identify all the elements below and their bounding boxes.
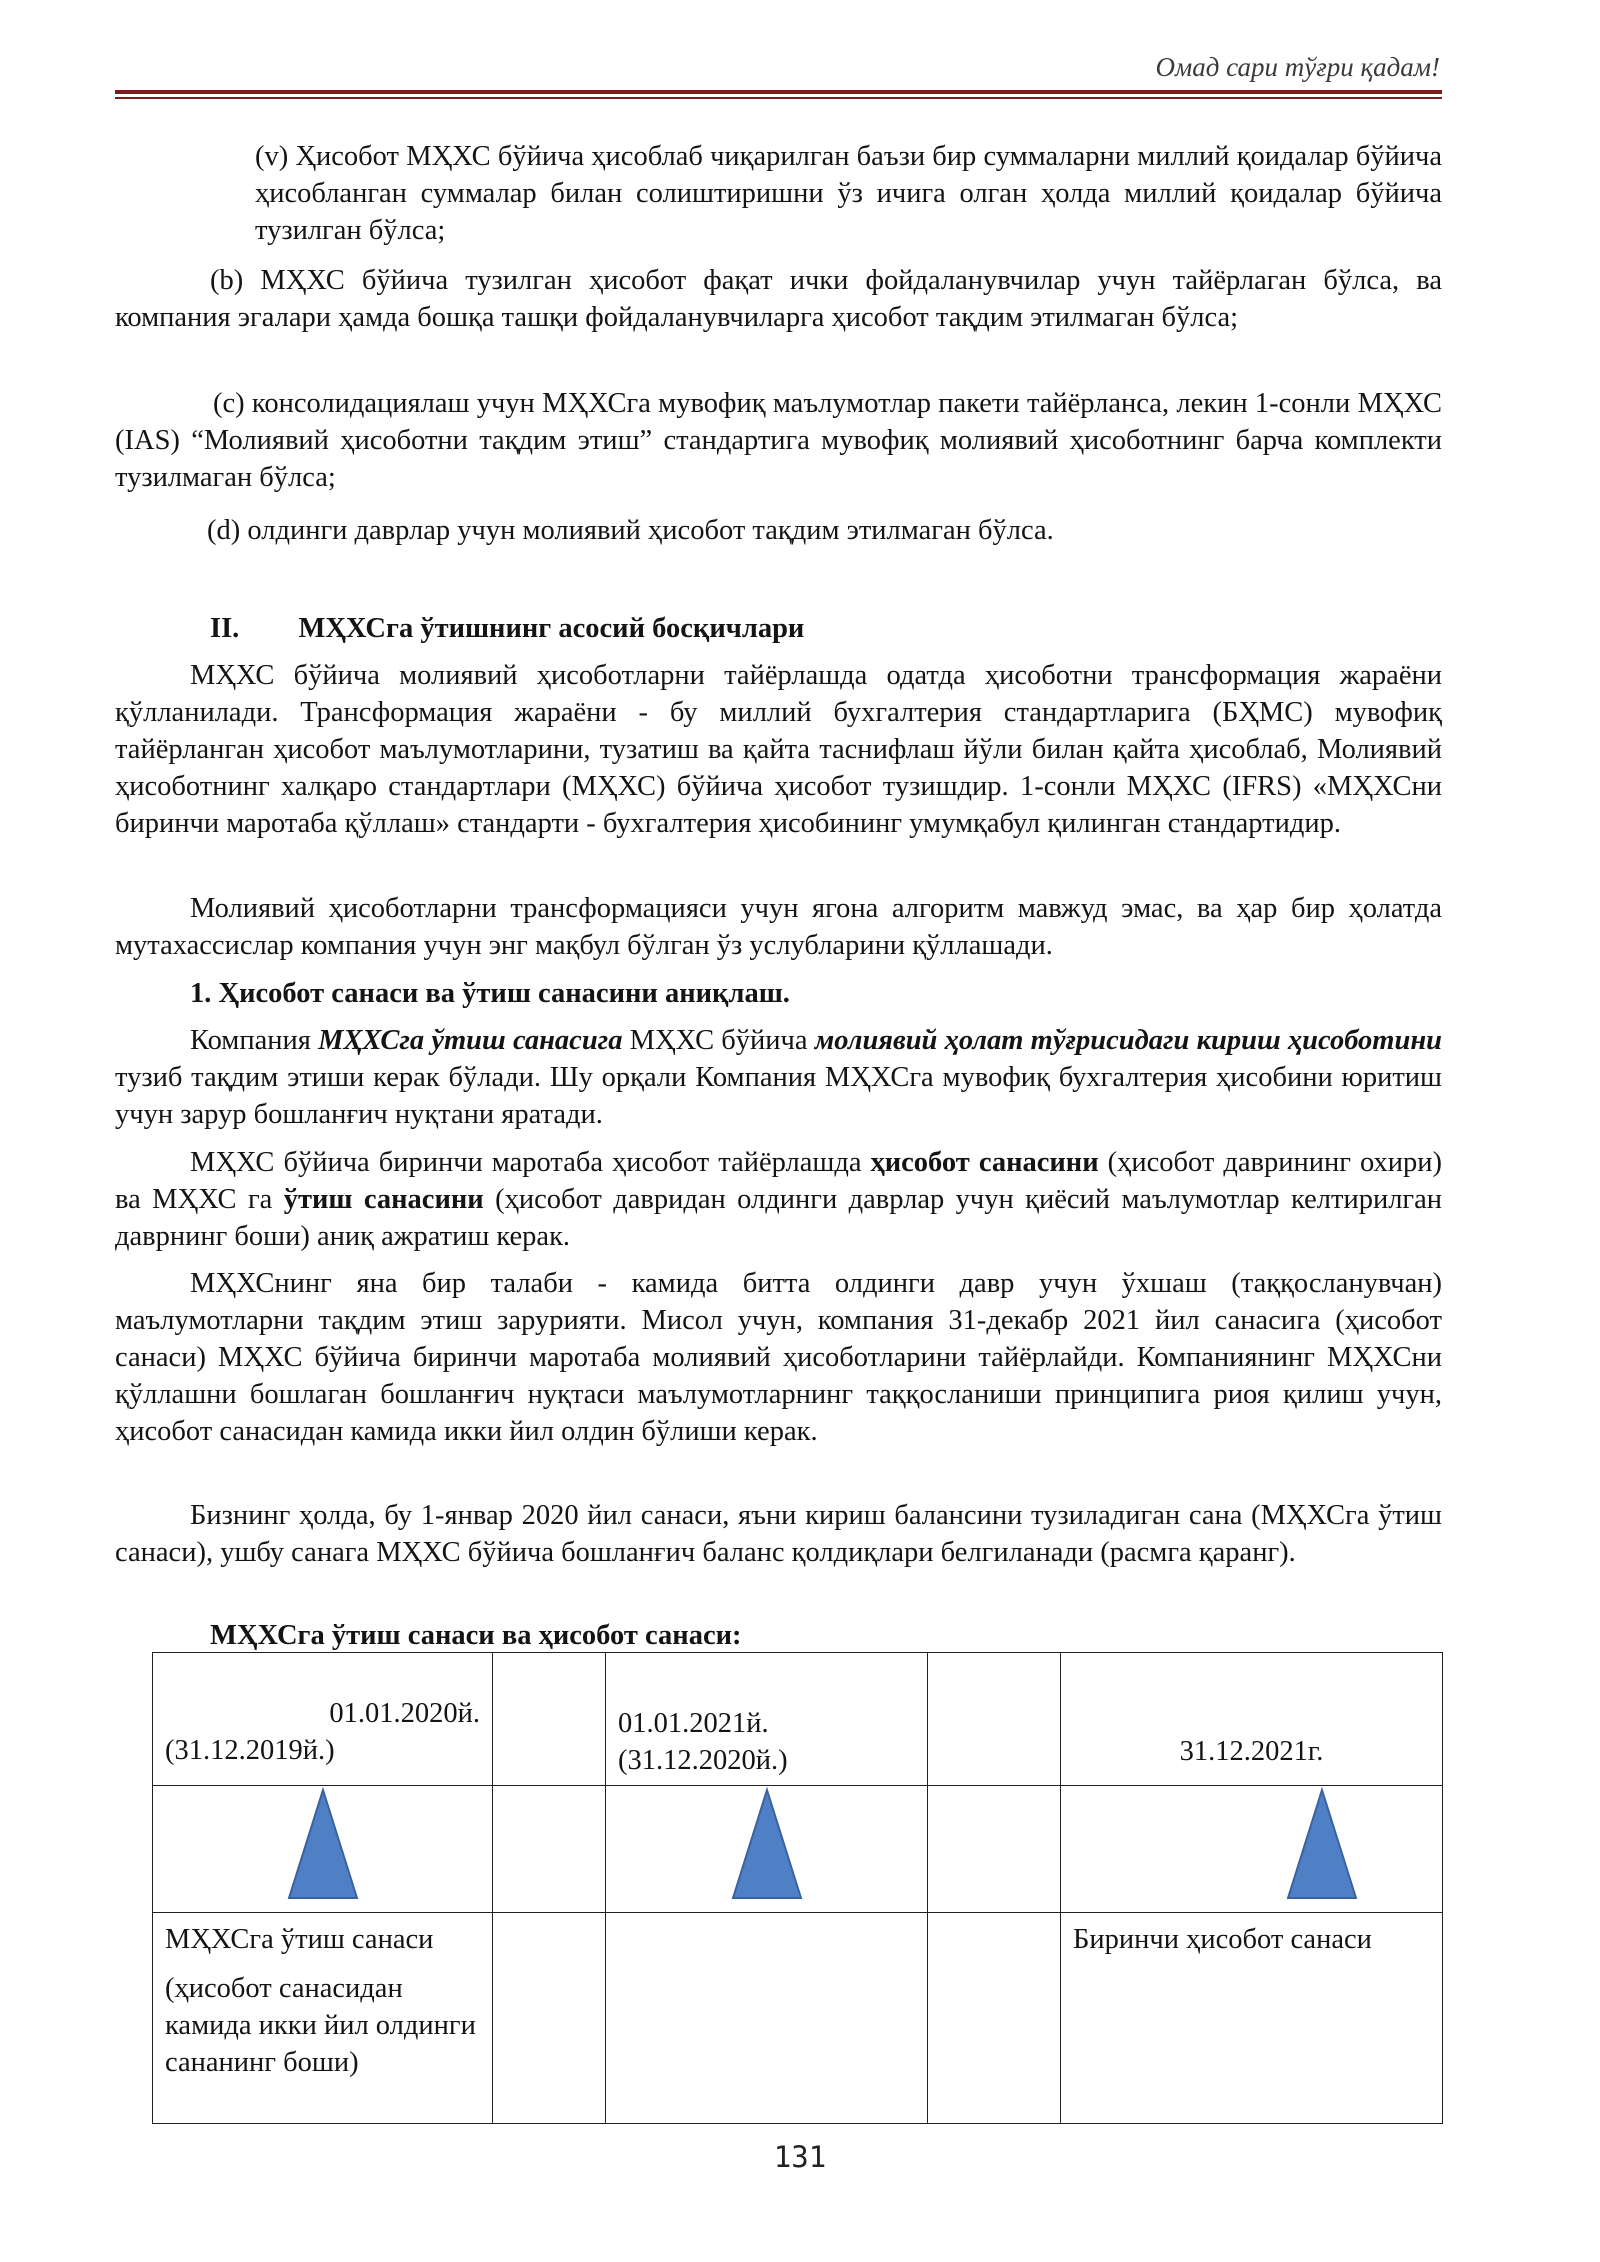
subsection-heading: 1. Ҳисобот санаси ва ўтиш санасини аниқлаш. — [190, 978, 790, 1009]
date-cell-comparative — [606, 1653, 928, 1786]
date-value: 01.01.2021й. — [618, 1708, 769, 1739]
paragraph: Бизнинг ҳолда, бу 1-январ 2020 йил санаси, яъни кириш балансини тузиладиган сана (МҲХСга ўтиш санаси), ушбу санага МҲХС бўйича бошланғич баланс қолдиқлари белгиланади (расмга қаранг). — [115, 1500, 1442, 1568]
list-item-v-marker: (v) — [255, 141, 289, 172]
triangle-cell — [153, 1786, 493, 1913]
header-rule-thick — [115, 90, 1442, 94]
paragraph: Компания МҲХСга ўтиш санасига МҲХС бўйича молиявий ҳолат тўғрисидаги кириш ҳисоботини тузиб тақдим этиши керак бўлади. Шу орқали Компания МҲХСга мувофиқ бухгалтерия ҳисобини юритиш учун зарур бошланғич нуқтани яратади. — [115, 1025, 1442, 1130]
table-cell — [493, 1786, 606, 1913]
table-cell — [493, 1913, 606, 2124]
first-report-label-cell — [1061, 1913, 1443, 2124]
date-value-prev: (31.12.2020й.) — [618, 1745, 788, 1776]
paragraph: МҲХС бўйича молиявий ҳисоботларни тайёрлашда одатда ҳисоботни трансформация жараёни қўлланилади. Трансформация жараёни - бу миллий бухгалтерия стандартларига (БҲМС) мувофиқ тайёрланган ҳисобот маълумотларини, тузатиш ва қайта таснифлаш йўли билан қайта ҳисоблаб, Молиявий ҳисоботнинг халқаро стандартлари (МҲХС) бўйича ҳисобот тузишдир. 1-сонли МҲХС (IFRS) «МҲХСни биринчи маротаба қўллаш» стандарти - бухгалтерия ҳисобининг умумқабул қилинган стандартидир. — [115, 660, 1442, 839]
table-cell — [928, 1913, 1061, 2124]
date-value: 01.01.2020й. — [329, 1698, 480, 1729]
table-cell — [606, 1913, 928, 2124]
emphasis: ўтиш санасини — [283, 1184, 484, 1215]
emphasis: ҳисобот санасини — [870, 1147, 1099, 1178]
list-item-b: (b) МҲХС бўйича тузилган ҳисобот фақат ички фойдаланувчилар учун тайёрлаган бўлса, ва компания эгалари ҳамда бошқа ташқи фойдаланувчиларга ҳисобот тақдим этилмаган бўлса; — [115, 265, 1442, 333]
emphasis: МҲХСга ўтиш санасига — [318, 1025, 623, 1056]
list-item-d: (d) олдинги даврлар учун молиявий ҳисобот тақдим этилмаган бўлса. — [207, 515, 1054, 546]
table-caption: МҲХСга ўтиш санаси ва ҳисобот санаси: — [210, 1620, 742, 1651]
section-title: МҲХСга ўтишнинг асосий босқичлари — [298, 613, 805, 644]
transition-date-label: МҲХСга ўтиш санаси — [165, 1924, 434, 1955]
list-item-v-text: Ҳисобот МҲХС бўйича ҳисоблаб чиқарилган баъзи бир суммаларни миллий қоидалар бўйича ҳисобланган суммалар билан солиштиришни ўз ичига олган ҳолда миллий қоидалар бўйича тузилган бўлса; — [255, 141, 1443, 246]
section-number: II. — [210, 613, 240, 644]
table-cell — [928, 1786, 1061, 1913]
transition-date-note: (ҳисобот санасидан камида икки йил олдинги сананинг боши) — [165, 1973, 476, 2078]
date-value-prev: (31.12.2019й.) — [165, 1735, 335, 1766]
triangle-marker-icon — [727, 1786, 807, 1902]
table-cell — [493, 1653, 606, 1786]
page-header-title: Омад сари тўғри қадам! — [1155, 52, 1440, 82]
date-cell-reporting — [1061, 1653, 1443, 1786]
triangle-cell — [1061, 1786, 1443, 1913]
dates-table — [152, 1652, 1443, 2124]
triangle-marker-icon — [283, 1786, 363, 1902]
emphasis: молиявий ҳолат тўғрисидаги кириш ҳисоботини — [814, 1025, 1442, 1056]
page-number: 131 — [773, 2140, 827, 2174]
table-cell — [928, 1653, 1061, 1786]
date-value: 31.12.2021г. — [1179, 1736, 1324, 1767]
header-rule-thin — [115, 97, 1442, 99]
paragraph: МҲХС бўйича биринчи маротаба ҳисобот тайёрлашда ҳисобот санасини (ҳисобот даврининг охири) ва МҲХС га ўтиш санасини (ҳисобот давридан олдинги даврлар учун қиёсий маълумотлар келтирилган даврнинг боши) аниқ ажратиш керак. — [115, 1147, 1443, 1252]
section-heading — [210, 610, 804, 647]
triangle-marker-icon — [1282, 1786, 1362, 1902]
paragraph: Молиявий ҳисоботларни трансформацияси учун ягона алгоритм мавжуд эмас, ва ҳар бир ҳолатда мутахассислар компания учун энг мақбул бўлган ўз услубларини қўллашади. — [115, 893, 1442, 961]
paragraph: МҲХСнинг яна бир талаби - камида битта олдинги давр учун ўхшаш (таққосланувчан) маълумотларни тақдим этиш зарурияти. Мисол учун, компания 31-декабр 2021 йил санасига (ҳисобот санаси) МҲХС бўйича биринчи маротаба молиявий ҳисоботларини тайёрлайди. Компаниянинг МҲХСни қўллашни бошлаган бошланғич нуқтаси маълумотларнинг таққосланиши принципига риоя қилиш учун, ҳисобот санасидан камида икки йил олдин бўлиши керак. — [115, 1268, 1442, 1447]
first-report-date-label: Биринчи ҳисобот санаси — [1073, 1924, 1372, 1955]
transition-date-label-cell — [153, 1913, 493, 2124]
list-item-v — [255, 138, 1442, 249]
triangle-cell — [606, 1786, 928, 1913]
list-item-c: (c) консолидациялаш учун МҲХСга мувофиқ маълумотлар пакети тайёрланса, лекин 1-сонли МҲХС (IAS) “Молиявий ҳисоботни тақдим этиш” стандартига мувофиқ молиявий ҳисоботнинг барча комплекти тузилмаган бўлса; — [115, 388, 1442, 493]
date-cell-transition — [153, 1653, 493, 1786]
